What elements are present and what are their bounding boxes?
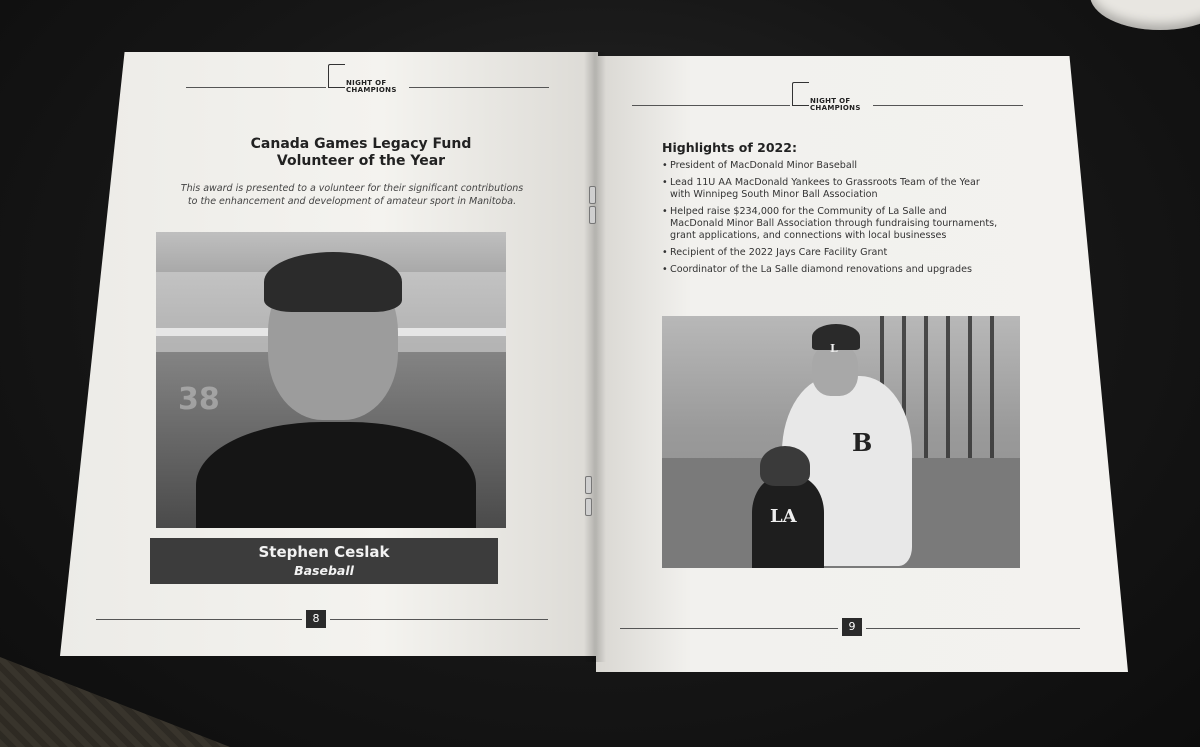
right-footer-rule-a bbox=[620, 628, 838, 629]
logo-line2: CHAMPIONS bbox=[346, 86, 397, 94]
cap-logo-letter: L bbox=[830, 342, 838, 355]
header-rule-right bbox=[409, 87, 549, 88]
staple-top-2 bbox=[589, 206, 596, 224]
night-of-champions-logo bbox=[342, 78, 401, 96]
portrait-photo bbox=[156, 232, 506, 528]
right-footer-rule-b bbox=[866, 628, 1080, 629]
logo-line1: NIGHT OF bbox=[346, 79, 387, 87]
jersey-letter: B bbox=[852, 428, 873, 457]
left-footer-rule-b bbox=[330, 619, 548, 620]
staple-top bbox=[589, 186, 596, 204]
staple-bottom-2 bbox=[585, 498, 592, 516]
background-jersey-number: 38 bbox=[178, 382, 220, 417]
highlights-list bbox=[662, 160, 1002, 281]
recipient-name: Stephen Ceslak bbox=[258, 543, 390, 561]
child-helmet bbox=[760, 446, 810, 486]
coach-and-child-photo bbox=[662, 316, 1020, 568]
logo-line1-2: NIGHT OF bbox=[810, 97, 851, 105]
night-of-champions-logo-2 bbox=[806, 96, 865, 114]
staple-bottom bbox=[585, 476, 592, 494]
portrait-shirt bbox=[196, 422, 476, 528]
page-number-left: 8 bbox=[306, 610, 326, 628]
booklet-spine bbox=[584, 52, 606, 662]
award-description-line1: This award is presented to a volunteer for their significant contributions bbox=[180, 183, 524, 194]
highlights-title: Highlights of 2022: bbox=[662, 140, 797, 155]
manitoba-shape-icon bbox=[328, 64, 345, 88]
award-title-line1: Canada Games Legacy Fund bbox=[250, 136, 472, 152]
left-header-logo bbox=[186, 78, 549, 96]
header-rule-left bbox=[186, 87, 326, 88]
highlight-item: • President of MacDonald Minor Baseball bbox=[662, 160, 1002, 172]
left-footer-rule-a bbox=[96, 619, 302, 620]
highlight-item: • Recipient of the 2022 Jays Care Facility Grant bbox=[662, 247, 1002, 259]
portrait-hair bbox=[264, 252, 402, 312]
highlight-item: • Lead 11U AA MacDonald Yankees to Grassroots Team of the Year with Winnipeg South Minor Ball Association bbox=[662, 177, 1002, 201]
manitoba-shape-icon-2 bbox=[792, 82, 809, 106]
child-shirt-logo: LA bbox=[770, 506, 797, 527]
logo-line2-2: CHAMPIONS bbox=[810, 104, 861, 112]
page-number-right: 9 bbox=[842, 618, 862, 636]
header-rule-right-2 bbox=[873, 105, 1023, 106]
header-rule-left-2 bbox=[632, 105, 790, 106]
award-title bbox=[226, 136, 496, 170]
recipient-sport: Baseball bbox=[294, 563, 354, 578]
right-header-logo bbox=[632, 96, 1023, 114]
award-description-line2: to the enhancement and development of amateur sport in Manitoba. bbox=[187, 196, 517, 207]
highlight-item: • Helped raise $234,000 for the Community of La Salle and MacDonald Minor Ball Association through fundraising tournaments, grant applications, and connections with local businesses bbox=[662, 206, 1002, 242]
highlight-item: • Coordinator of the La Salle diamond renovations and upgrades bbox=[662, 264, 1002, 276]
award-title-line2: Volunteer of the Year bbox=[276, 153, 446, 169]
name-banner bbox=[150, 538, 498, 584]
award-description bbox=[172, 182, 532, 208]
